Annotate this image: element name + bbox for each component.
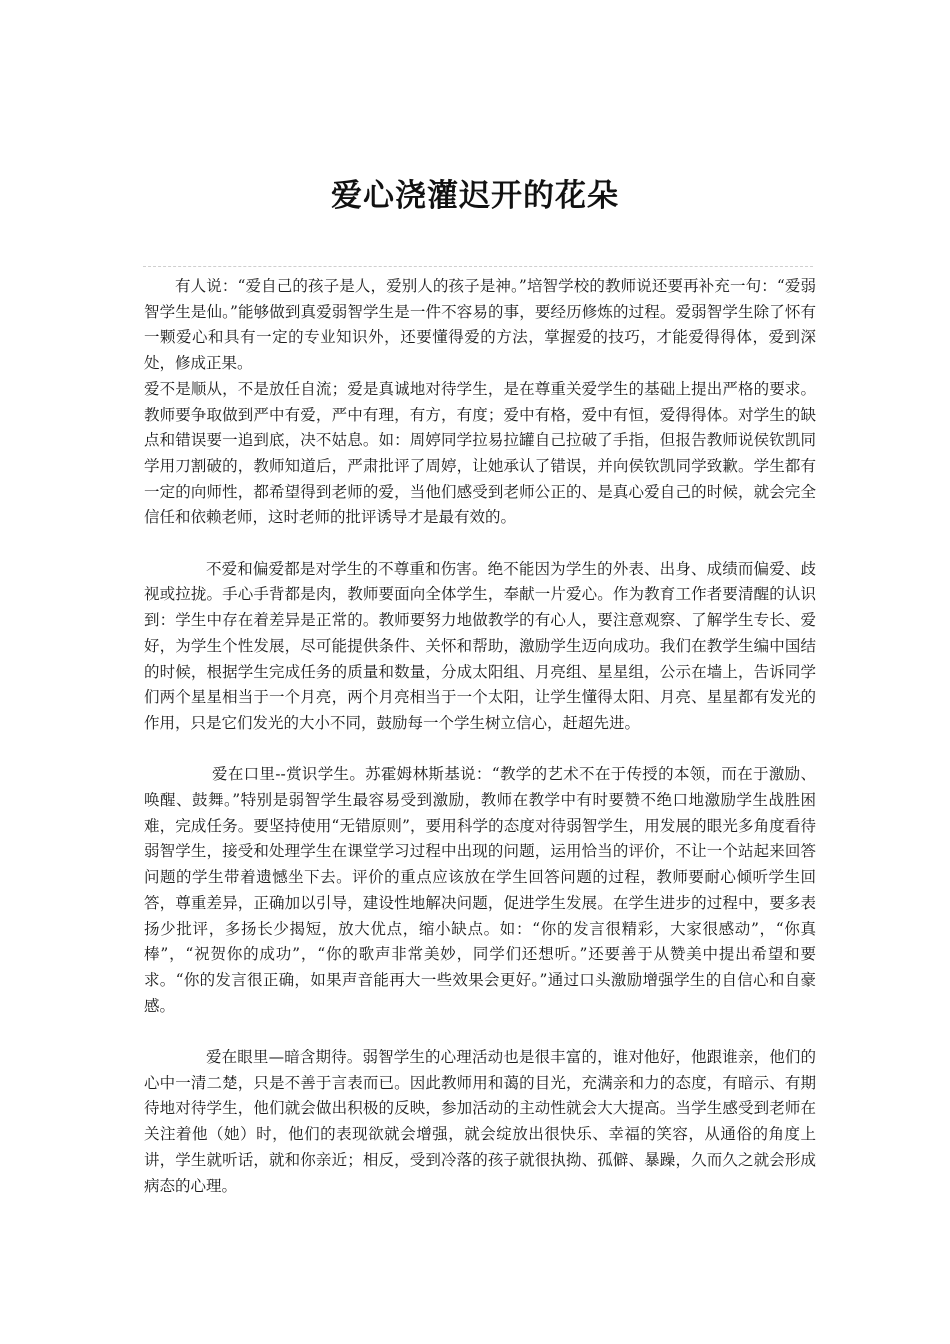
paragraph-gap (144, 737, 816, 763)
paragraph-intro: 有人说：“爱自己的孩子是人，爱别人的孩子是神。”培智学校的教师说还要再补充一句：“爱弱智学生是仙。”能够做到真爱弱智学生是一件不容易的事，要经历修炼的过程。爱弱智学生除了怀有一颗爱心和具有一定的专业知识外，还要懂得爱的方法，掌握爱的技巧，才能爱得得体，爱到深处，修成正果。 (144, 277, 816, 373)
paragraph-gap (144, 1019, 816, 1045)
paragraph-gap (144, 531, 816, 557)
document-body (144, 274, 816, 1199)
paragraph-strict-love: 爱不是顺从，不是放任自流；爱是真诚地对待学生，是在尊重关爱学生的基础上提出严格的要求。教师要争取做到严中有爱，严中有理，有方，有度；爱中有格，爱中有恒，爱得得体。对学生的缺点和错误要一追到底，决不姑息。如：周婷同学拉易拉罐自己拉破了手指，但报告教师说侯钦凯同学用刀割破的，教师知道后，严肃批评了周婷，让她承认了错误，并向侯钦凯同学致歉。学生都有一定的向师性，都希望得到老师的爱，当他们感受到老师公正的、是真心爱自己的时候，就会完全信任和依赖老师，这时老师的批评诱导才是最有效的。 (144, 379, 816, 527)
document-title: 爱心浇灌迟开的花朵 (331, 178, 619, 214)
paragraph-love-in-eyes: 爱在眼里—暗含期待。弱智学生的心理活动也是很丰富的，谁对他好，他跟谁亲，他们的心中一清二楚，只是不善于言表而已。因此教师用和蔼的目光，充满亲和力的态度，有暗示、有期待地对待学生，他们就会做出积极的反映，参加活动的主动性就会大大提高。当学生感受到老师在关注着他（她）时，他们的表现欲就会增强，就会绽放出很快乐、幸福的笑容，从通俗的角度上讲，学生就听话，就和你亲近；相反，受到冷落的孩子就很执拗、孤僻、暴躁，久而久之就会形成病态的心理。 (144, 1048, 816, 1195)
paragraph-love-in-words: 爱在口里--赏识学生。苏霍姆林斯基说：“教学的艺术不在于传授的本领，而在于激励、唤醒、鼓舞。”特别是弱智学生最容易受到激励，教师在教学中有时要赞不绝口地激励学生战胜困难，完成任务。要坚持使用“无错原则”，要用科学的态度对待弱智学生，用发展的眼光多角度看待弱智学生，接受和处理学生在课堂学习过程中出现的问题，运用恰当的评价，不让一个站起来回答问题的学生带着遗憾坐下去。评价的重点应该放在学生回答问题的过程，教师要耐心倾听学生回答，尊重差异，正确加以引导，建设性地解决问题，促进学生发展。在学生进步的过程中，要多表扬少批评，多扬长少揭短，放大优点，缩小缺点。如：“你的发言很精彩，大家很感动”，“你真棒”，“祝贺你的成功”，“你的歌声非常美妙，同学们还想听。”还要善于从赞美中提出希望和要求。“你的发言很正确，如果声音能再大一些效果会更好。”通过口头激励增强学生的自信心和自豪感。 (144, 765, 816, 1015)
header-divider (143, 266, 813, 267)
paragraph-no-favoritism: 不爱和偏爱都是对学生的不尊重和伤害。绝不能因为学生的外表、出身、成绩而偏爱、歧视或拉拢。手心手背都是肉，教师要面向全体学生，奉献一片爱心。作为教育工作者要清醒的认识到：学生中存在着差异是正常的。教师要努力地做教学的有心人，要注意观察、了解学生专长、爱好，为学生个性发展，尽可能提供条件、关怀和帮助，激励学生迈向成功。我们在教学生编中国结的时候，根据学生完成任务的质量和数量，分成太阳组、月亮组、星星组，公示在墙上，告诉同学们两个星星相当于一个月亮，两个月亮相当于一个太阳，让学生懂得太阳、月亮、星星都有发光的作用，只是它们发光的大小不同，鼓励每一个学生树立信心，赶超先进。 (144, 559, 816, 732)
